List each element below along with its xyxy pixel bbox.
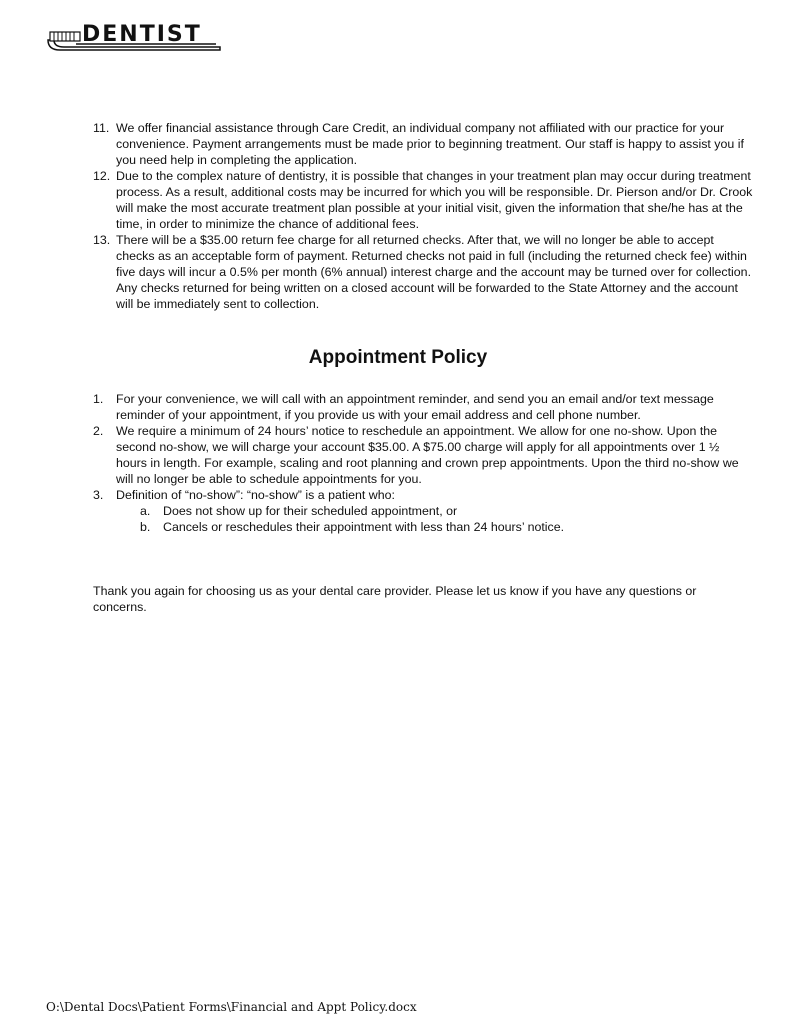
item-number: 13. (93, 233, 111, 247)
policy-document (93, 120, 753, 627)
list-item (93, 423, 753, 487)
item-number: 2. (93, 424, 104, 438)
section-title: Appointment Policy (308, 347, 488, 368)
closing-paragraph: Thank you again for choosing us as your dental care provider. Please let us know if you have any questions or concerns. (93, 584, 697, 614)
item-text: We require a minimum of 24 hours’ notice to reschedule an appointment. We allow for one no-show. Upon the second no-show, we will charge your account $35.00. A $75.00 charge will apply for all appointments over 1 ½ hours in length. For example, scaling and root planning and crown prep appointments. Upon the third no-show we will no longer be able to schedule appointments for you. (116, 424, 739, 486)
sub-item-text: Does not show up for their scheduled appointment, or (163, 504, 458, 518)
sub-item-text: Cancels or reschedules their appointment with less than 24 hours’ notice. (163, 520, 565, 534)
item-text: We offer financial assistance through Care Credit, an individual company not affiliated with our practice for your convenience. Payment arrangements must be made prior to beginning treatment. Our staff is happy to assist you if you need help in completing the application. (116, 121, 744, 167)
list-item (93, 120, 753, 168)
sub-item-letter: b. (140, 520, 151, 534)
item-number: 3. (93, 488, 104, 502)
financial-policy-list (93, 120, 753, 312)
list-item (93, 487, 753, 535)
sub-list-item (140, 503, 753, 519)
sub-list-item (140, 519, 753, 535)
footer-file-path: O:\Dental Docs\Patient Forms\Financial and Appt Policy.docx (46, 1000, 417, 1014)
dentist-logo (46, 22, 222, 54)
sub-item-letter: a. (140, 504, 151, 518)
logo-text: DENTIST (82, 22, 202, 47)
list-item (93, 391, 753, 423)
item-text: For your convenience, we will call with an appointment reminder, and send you an email and/or text message reminder of your appointment, if you provide us with your email address and cell phone number. (116, 392, 714, 422)
item-text: Definition of “no-show”: “no-show” is a patient who: (116, 488, 395, 502)
no-show-definition-list (116, 503, 753, 535)
item-text: There will be a $35.00 return fee charge for all returned checks. After that, we will no longer be able to accept checks as an acceptable form of payment. Returned checks not paid in full (including the returned check fee) within five days will incur a 0.5% per month (6% annual) interest charge and the account may be turned over for collection. Any checks returned for being written on a closed account will be forwarded to the State Attorney and the account will be immediately sent to collection. (116, 233, 752, 311)
list-item (93, 168, 753, 232)
item-number: 1. (93, 392, 104, 406)
list-item (93, 232, 753, 312)
item-number: 12. (93, 169, 111, 183)
appointment-policy-list (93, 391, 753, 535)
item-text: Due to the complex nature of dentistry, it is possible that changes in your treatment plan may occur during treatment process. As a result, additional costs may be incurred for which you will be responsible. Dr. Pierson and/or Dr. Crook will make the most accurate treatment plan possible at your initial visit, given the information that she/he has at the time, in order to minimize the chance of additional fees. (116, 169, 753, 231)
item-number: 11. (93, 121, 110, 135)
